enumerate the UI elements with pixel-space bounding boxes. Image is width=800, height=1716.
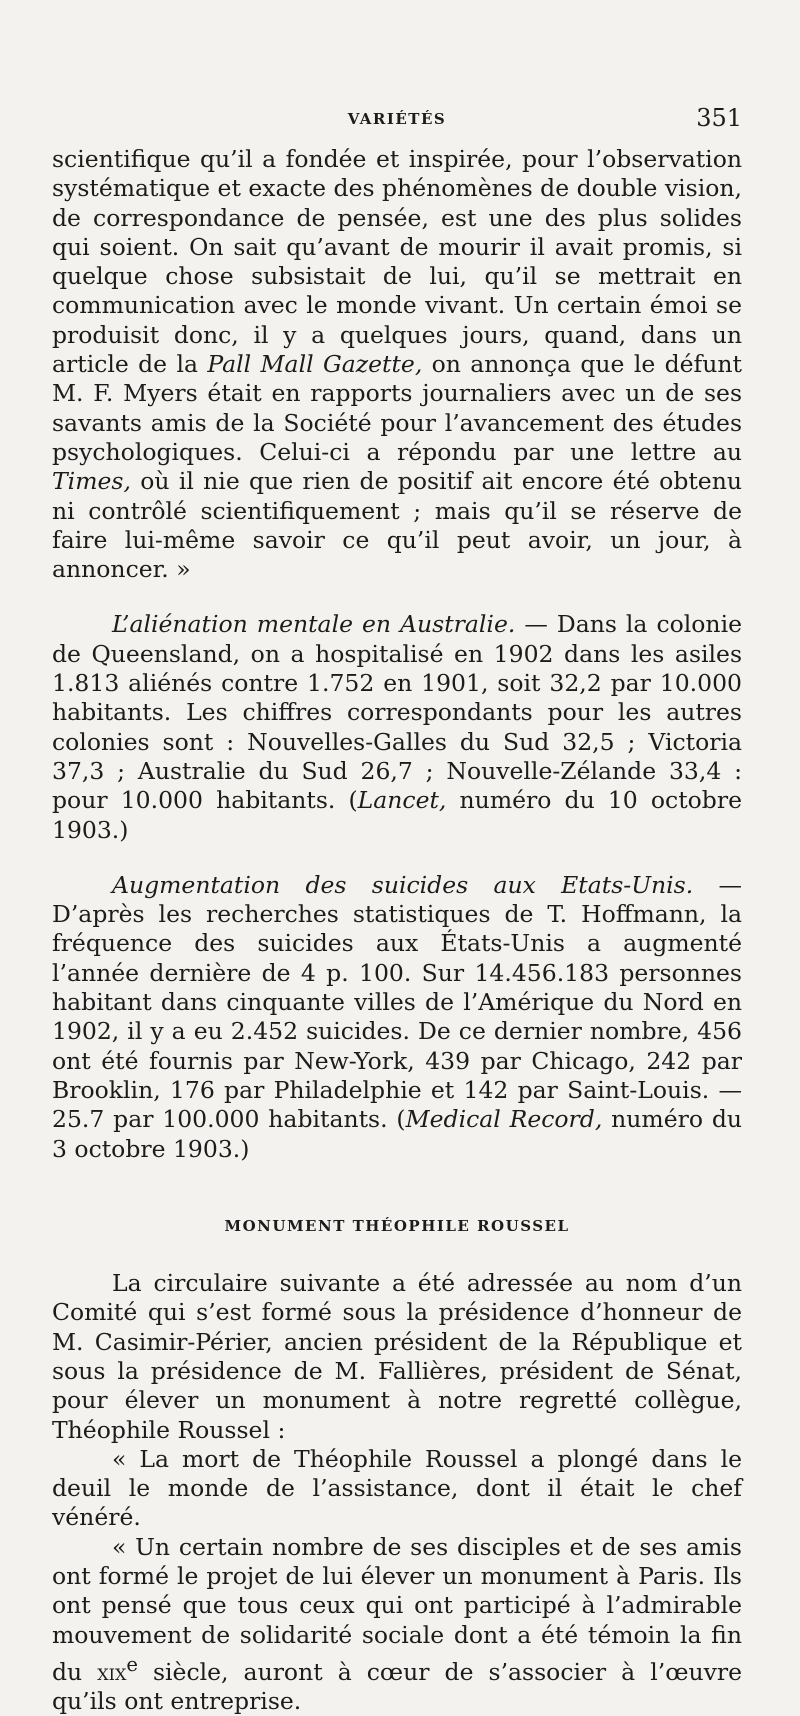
- text-run: numéro du 10 octobre 1903.): [52, 786, 742, 844]
- running-title: VARIÉTÉS: [347, 110, 447, 128]
- superscript: e: [126, 1652, 138, 1676]
- paragraph-suicides: [52, 871, 742, 1164]
- italic-run: Pall Mall Gazette,: [207, 350, 423, 379]
- italic-run: Lancet,: [357, 786, 447, 815]
- page-number: 351: [696, 104, 742, 132]
- text-run: numéro du 3 octobre 1903.): [52, 1105, 742, 1163]
- paragraph-quote-1: « La mort de Théophile Roussel a plongé dans le deuil le monde de l’assistance, dont il était le chef vénéré.: [52, 1444, 742, 1532]
- text-run: scientifique qu’il a fondée et inspirée, pour l’observation systématique et exacte des phénomènes de double vision, de correspondance de pensée, est une des plus solides qui soient. On sait qu’avant de mourir il avait promis, si quelque chose subsistait de lui, qu’il se mettrait en communication avec le monde vivant. Un certain émoi se produisit donc, il y a quelques jours, quand, dans un article de la: [52, 145, 742, 379]
- text-run: — Dans la colonie de Queensland, on a hospitalisé en 1902 dans les asiles 1.813 aliénés contre 1.752 en 1901, soit 32,2 par 10.000 habitants. Les chiffres correspondants pour les autres colonies sont : Nouvelles-Galles du Sud 32,5 ; Victoria 37,3 ; Australie du Sud 26,7 ; Nouvelle-Zélande 33,4 : pour 10.000 habitants. (: [52, 610, 742, 815]
- paragraph-australie: [52, 610, 742, 844]
- text-run: « Un certain nombre de ses disciples et de ses amis ont formé le projet de lui élever un monument à Paris. Ils ont pensé que tous ceux qui ont participé à l’admirable mouvement de solidarité sociale dont a été témoin la fin du: [52, 1532, 742, 1686]
- section-title: MONUMENT THÉOPHILE ROUSSEL: [224, 1216, 570, 1235]
- text-run: on annonça que le défunt M. F. Myers était en rapports journaliers avec un de ses savants amis de la Société pour l’avancement des études psychologiques. Celui-ci a répondu par une lettre au: [52, 350, 742, 466]
- text-run: siècle, auront à cœur de s’associer à l’œuvre qu’ils ont entreprise.: [52, 1657, 742, 1716]
- paragraph-lead: L’aliénation mentale en Australie.: [112, 610, 516, 639]
- italic-run: Medical Record,: [405, 1105, 603, 1134]
- paragraph-circulaire: La circulaire suivante a été adressée au nom d’un Comité qui s’est formé sous la présidence d’honneur de M. Casimir-Périer, ancien président de la République et sous la présidence de M. Fallières, président de Sénat, pour élever un monument à notre regretté collègue, Théophile Roussel :: [52, 1269, 742, 1444]
- text-run: où il nie que rien de positif ait encore été obtenu ni contrôlé scientifiquement ; mais qu’il se réserve de faire lui-même savoir ce qu’il peut avoir, un jour, à annoncer. »: [52, 467, 742, 584]
- page-body: [52, 145, 742, 1716]
- small-caps-run: xix: [97, 1657, 127, 1686]
- italic-run: Times,: [52, 467, 131, 496]
- running-head: [52, 104, 742, 134]
- text-run: — D’après les recherches statistiques de T. Hoffmann, la fréquence des suicides aux États-Unis a augmenté l’année dernière de 4 p. 100. Sur 14.456.183 personnes habitant dans cinquante villes de l’Amérique du Nord en 1902, il y a eu 2.452 suicides. De ce dernier nombre, 456 ont été fournis par New-York, 439 par Chicago, 242 par Brooklin, 176 par Philadelphie et 142 par Saint-Louis. — 25.7 par 100.000 habitants. (: [52, 870, 742, 1134]
- paragraph-lead: Augmentation des suicides aux Etats-Unis.: [112, 870, 694, 899]
- paragraph-quote-2: [52, 1533, 742, 1716]
- paragraph-myers: [52, 145, 742, 584]
